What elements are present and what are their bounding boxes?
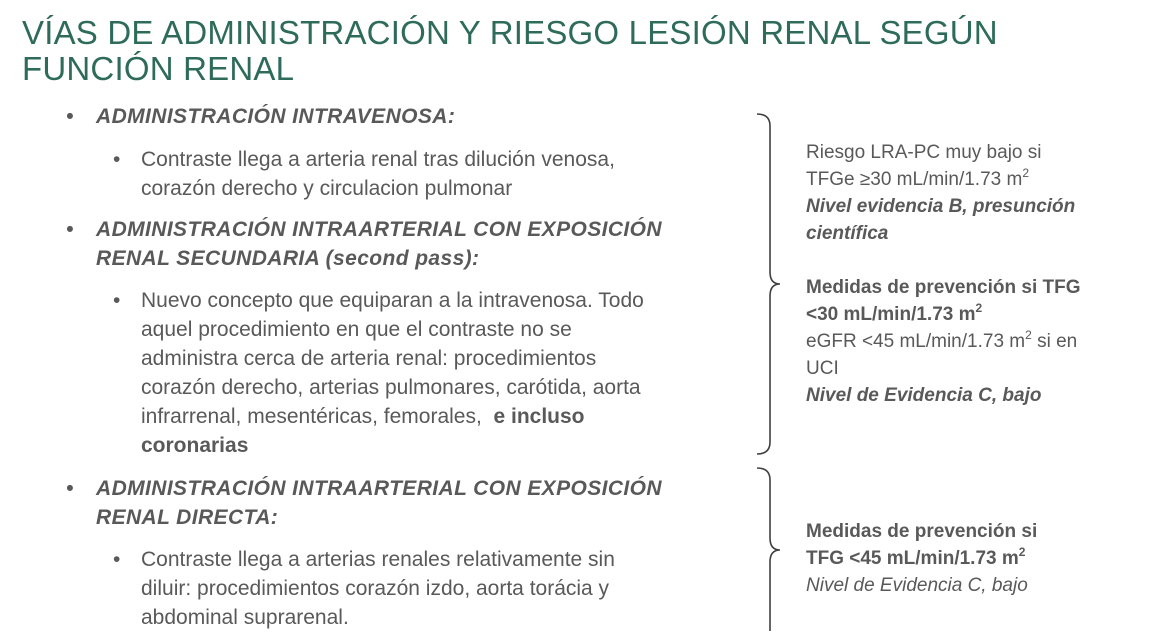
slide-title: VÍAS DE ADMINISTRACIÓN Y RIESGO LESIÓN RENAL SEGÚN FUNCIÓN RENAL: [22, 14, 998, 87]
evidence-level-c: Nivel de Evidencia C, bajo: [806, 575, 1028, 596]
bullet-dot: •: [66, 105, 74, 128]
heading-text: ADMINISTRACIÓN INTRAVENOSA:: [96, 105, 456, 128]
bullet-dot: •: [66, 218, 74, 241]
evidence-level-b: Nivel evidencia B, presunción: [806, 196, 1076, 217]
prevention-threshold: <30 mL/min/1.73 $m^2$: [806, 301, 983, 325]
egfr-uci: UCI: [806, 358, 839, 379]
prevention-measures: Medidas de prevención si: [806, 521, 1038, 542]
evidence-level-b-cont: científica: [806, 223, 889, 244]
prevention-threshold: TFG <45 mL/min/1.73 $m^2$: [806, 545, 1026, 569]
detail-text: Contraste llega a arterias renales relativamente sin diluir: procedimientos corazón izdo, aorta torácia y abdominal suprarenal.: [141, 548, 615, 629]
bullet-dot: •: [66, 477, 74, 500]
detail-text: Nuevo concepto que equiparan a la intravenosa. Todo aquel procedimiento en que el contraste no se administra cerca de arteria renal: procedimientos corazón derecho, arterias pulmonares, carótida, aorta infrarrenal, mesentéricas, femorales, e incluso coronarias: [141, 289, 644, 457]
evidence-level-c: Nivel de Evidencia C, bajo: [806, 385, 1042, 406]
risk-line: Riesgo LRA-PC muy bajo si: [806, 142, 1042, 163]
risk-threshold: TFGe ≥30 mL/min/1.73 $m^2$: [806, 166, 1030, 190]
bullet-dot: •: [113, 548, 121, 571]
prevention-measures: Medidas de prevención si TFG: [806, 277, 1081, 298]
right-brace-lower: [755, 466, 785, 631]
heading-text: ADMINISTRACIÓN INTRAARTERIAL CON EXPOSICIÓN RENAL SECUNDARIA (second pass):: [96, 218, 662, 270]
bullet-dot: •: [113, 148, 121, 171]
risk-summary-group-1: [806, 139, 1146, 409]
detail-text: Contraste llega a arteria renal tras dilución venosa, corazón derecho y circulacion pulmonar: [141, 148, 615, 200]
risk-summary-group-2: [806, 518, 1146, 599]
heading-text: ADMINISTRACIÓN INTRAARTERIAL CON EXPOSICIÓN RENAL DIRECTA:: [96, 477, 662, 529]
egfr-threshold: eGFR <45 mL/min/1.73 $m^2$ si en: [806, 328, 1078, 352]
right-brace-upper: [755, 112, 785, 457]
bullet-dot: •: [113, 289, 121, 312]
